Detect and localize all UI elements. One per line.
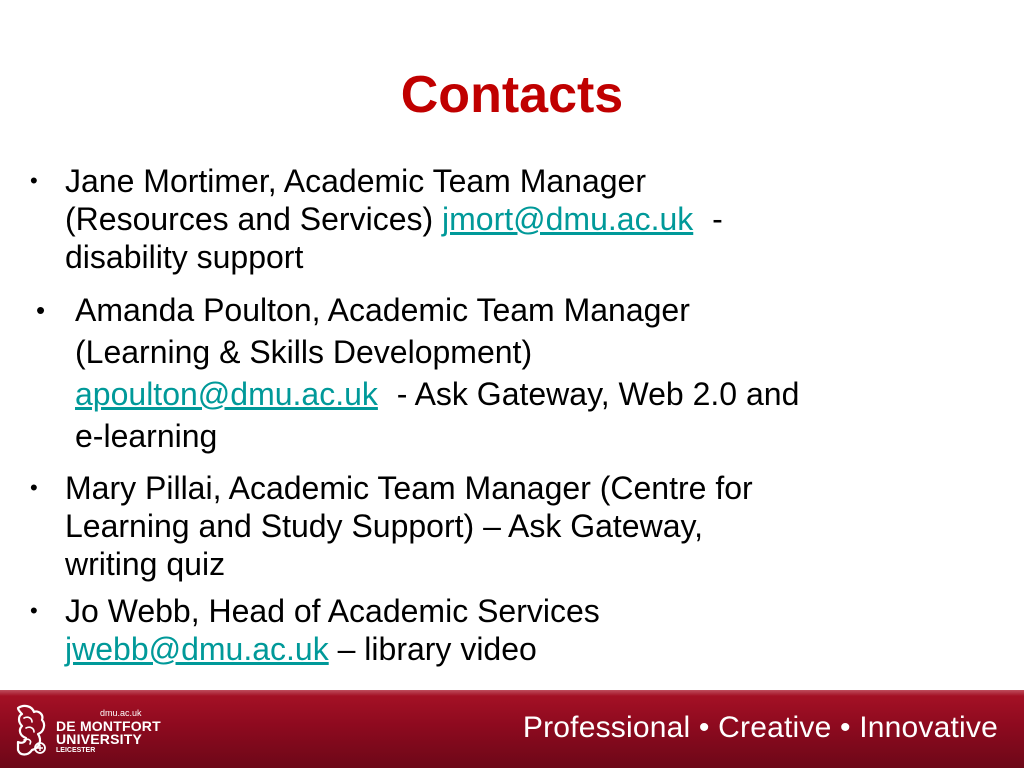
- bullet-marker: •: [30, 168, 38, 193]
- logo-name-line1: DE MONTFORT: [56, 718, 161, 734]
- contact-line: [65, 630, 985, 668]
- contact-text-segment: -: [703, 201, 723, 237]
- contact-line: Amanda Poulton, Academic Team Manager: [75, 292, 690, 328]
- email-link-apoulton[interactable]: apoulton@dmu.ac.uk: [75, 376, 378, 412]
- university-logo: [10, 702, 170, 762]
- footer-bar: [0, 690, 1024, 768]
- bullet-marker: •: [30, 475, 38, 500]
- bullet-marker: •: [36, 295, 46, 325]
- contact-line: [75, 373, 995, 415]
- contact-text-segment: - Ask Gateway, Web 2.0 and: [387, 376, 800, 412]
- contact-text-segment: – library video: [328, 631, 537, 667]
- contact-text: [65, 469, 985, 583]
- contact-line: Jane Mortimer, Academic Team Manager: [65, 163, 646, 199]
- contact-line: (Learning & Skills Development): [75, 334, 533, 370]
- footer-shine: [0, 690, 1024, 696]
- bullet-marker: •: [30, 598, 38, 623]
- logo-city: LEICESTER: [56, 747, 96, 754]
- contact-line: Mary Pillai, Academic Team Manager (Centre for: [65, 470, 753, 506]
- contact-line: [65, 200, 965, 238]
- email-link-jwebb[interactable]: jwebb@dmu.ac.uk: [65, 631, 329, 667]
- contact-line: Jo Webb, Head of Academic Services: [65, 593, 600, 629]
- logo-name-line2: UNIVERSITY: [56, 731, 143, 747]
- contact-line: disability support: [65, 239, 304, 275]
- contact-line: Learning and Study Support) – Ask Gateway,: [65, 508, 704, 544]
- logo-url: dmu.ac.uk: [100, 708, 142, 718]
- email-link-jmort[interactable]: jmort@dmu.ac.uk: [442, 201, 694, 237]
- dmu-crest-icon: [10, 702, 54, 762]
- contact-text: [65, 162, 965, 276]
- footer-tagline: Professional • Creative • Innovative: [522, 711, 998, 744]
- slide-title: Contacts: [400, 66, 624, 124]
- contact-line: e-learning: [75, 418, 218, 454]
- contact-text: [75, 289, 995, 457]
- contact-text-segment: (Resources and Services): [65, 201, 443, 237]
- contact-text: [65, 592, 985, 668]
- contact-line: writing quiz: [65, 546, 226, 582]
